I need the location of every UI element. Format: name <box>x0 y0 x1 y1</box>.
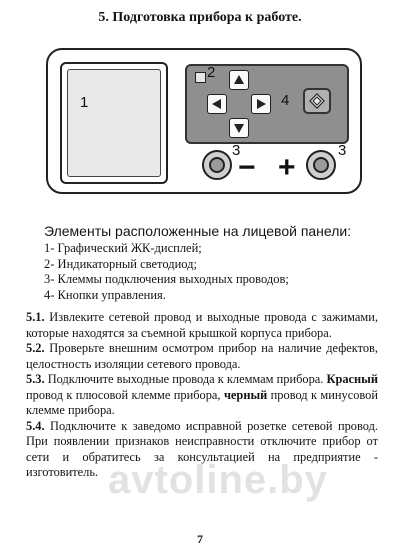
label-terminal-left: 3 <box>232 142 241 159</box>
arrow-left-icon <box>211 98 223 110</box>
plus-sign: + <box>278 151 296 184</box>
step-text: Извлеките сетевой провод и выходные провода с зажимами, которые находятся за съемной крышкой корпуса прибора. <box>26 310 378 340</box>
right-arrow-button[interactable] <box>251 94 271 114</box>
list-item: 2- Индикаторный светодиод; <box>44 256 197 271</box>
step-5-2 <box>26 341 378 372</box>
watermark: avtoline.by <box>108 458 328 502</box>
label-display: 1 <box>80 94 89 111</box>
step-number: 5.3. <box>26 372 45 386</box>
arrow-up-icon <box>233 74 245 86</box>
plus-terminal[interactable] <box>306 150 336 180</box>
red-wire-word: Красный <box>326 372 378 386</box>
step-text: провод к плюсовой клемме прибора, <box>26 387 224 402</box>
minus-terminal[interactable] <box>202 150 232 180</box>
diamond-icon <box>309 93 325 109</box>
step-text: Проверьте внешним осмотром прибор на наличие дефектов, целостность изоляции сетевого провода. <box>26 341 378 371</box>
page-title: 5. Подготовка прибора к работе. <box>98 10 302 25</box>
terminal-nut-icon <box>209 157 225 173</box>
label-buttons: 4 <box>281 92 290 109</box>
lcd-screen <box>67 69 161 177</box>
elements-heading: Элементы расположенные на лицевой панели: <box>44 223 352 239</box>
step-number: 5.4. <box>26 418 45 433</box>
step-5-1 <box>26 310 378 341</box>
label-terminal-right: 3 <box>338 142 347 159</box>
label-led: 2 <box>207 64 216 81</box>
down-arrow-button[interactable] <box>229 118 249 138</box>
step-text: провод к минусовой клемме прибора. <box>26 387 379 417</box>
preparation-steps <box>26 310 378 481</box>
step-number: 5.2. <box>26 341 45 355</box>
control-block <box>185 64 349 144</box>
up-arrow-button[interactable] <box>229 70 249 90</box>
terminal-nut-icon <box>313 157 329 173</box>
left-arrow-button[interactable] <box>207 94 227 114</box>
step-text: Подключите выходные провода к клеммам прибора. <box>44 372 327 386</box>
list-item: 4- Кнопки управления. <box>44 287 166 302</box>
list-item: 3- Клеммы подключения выходных проводов; <box>44 272 289 286</box>
black-wire-word: черный <box>223 387 268 402</box>
page-number: 7 <box>197 532 203 546</box>
step-number: 5.1. <box>26 310 45 324</box>
panel-elements-list <box>44 223 374 303</box>
device-front-panel <box>46 48 362 194</box>
start-button[interactable] <box>303 88 331 114</box>
step-5-3 <box>26 372 378 419</box>
step-text: Подключите к заведомо исправной розетке сетевой провод. При появлении признаков неисправности отключите прибор от сети и обратитесь за консультацией на предприятие - изготовитель. <box>26 418 378 479</box>
list-item: 1- Графический ЖК-дисплей; <box>44 241 202 255</box>
arrow-down-icon <box>233 122 245 134</box>
lcd-display <box>60 62 168 184</box>
elements-list <box>44 241 374 303</box>
arrow-right-icon <box>255 98 267 110</box>
minus-sign: − <box>238 151 256 184</box>
indicator-led <box>195 72 206 83</box>
